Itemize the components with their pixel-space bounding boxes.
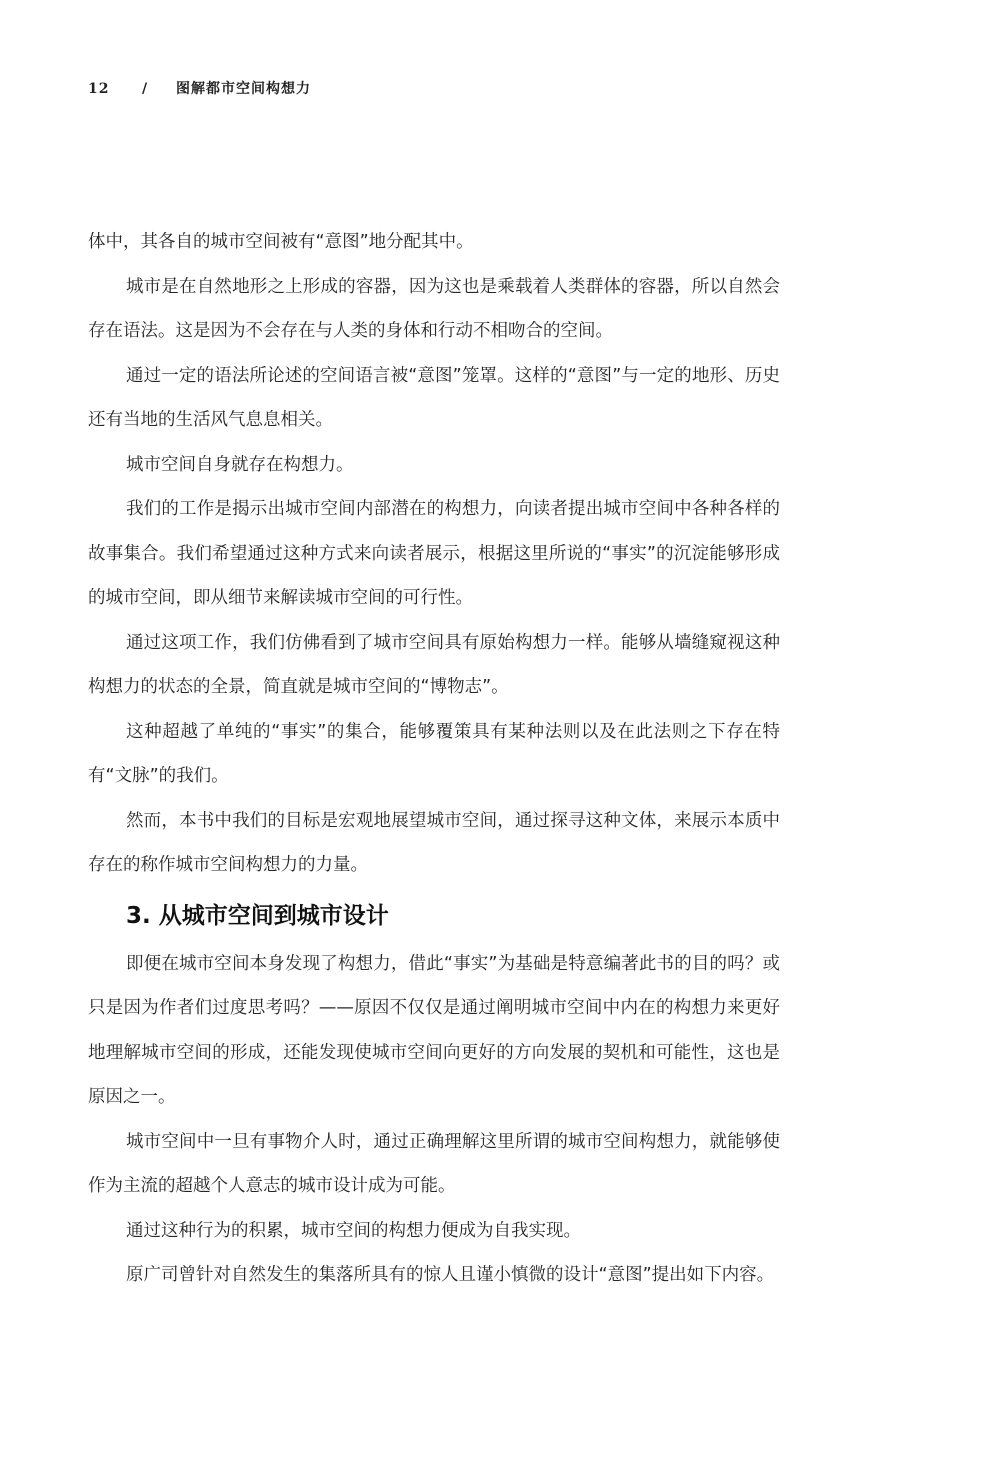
paragraph: 即便在城市空间本身发现了构想力，借此“事实”为基础是特意编著此书的目的吗？或只是因为作者们过度思考吗？——原因不仅仅是通过阐明城市空间中内在的构想力来更好地理解城市空间的形成，还能发现使城市空间向更好的方向发展的契机和可能性，这也是原因之一。 (88, 953, 780, 1107)
section-heading: 3. 从城市空间到城市设计 (126, 902, 389, 929)
paragraph: 这种超越了单纯的“事实”的集合，能够覆策具有某种法则以及在此法则之下存在特有“文脉”的我们。 (88, 721, 780, 786)
body-text (88, 220, 780, 1298)
page-number: 12 (88, 81, 110, 97)
paragraph: 城市空间自身就存在构想力。 (126, 454, 354, 475)
running-header (88, 78, 311, 98)
header-separator: / (142, 81, 149, 97)
book-title: 图解都市空间构想力 (176, 81, 311, 97)
paragraph: 然而，本书中我们的目标是宏观地展望城市空间，通过探寻这种文体，来展示本质中存在的称作城市空间构想力的力量。 (88, 810, 780, 875)
paragraph: 通过这种行为的积累，城市空间的构想力便成为自我实现。 (126, 1220, 581, 1241)
paragraph: 城市是在自然地形之上形成的容器，因为这也是乘载着人类群体的容器，所以自然会存在语法。这是因为不会存在与人类的身体和行动不相吻合的空间。 (88, 276, 780, 341)
paragraph: 我们的工作是揭示出城市空间内部潜在的构想力，向读者提出城市空间中各种各样的故事集合。我们希望通过这种方式来向读者展示，根据这里所说的“事实”的沉淀能够形成的城市空间，即从细节来解读城市空间的可行性。 (88, 499, 780, 608)
paragraph: 通过这项工作，我们仿佛看到了城市空间具有原始构想力一样。能够从墙缝窥视这种构想力的状态的全景，简直就是城市空间的“博物志”。 (88, 632, 780, 697)
paragraph: 通过一定的语法所论述的空间语言被“意图”笼罩。这样的“意图”与一定的地形、历史还有当地的生活风气息息相关。 (88, 365, 780, 430)
paragraph-continued: 体中，其各自的城市空间被有“意图”地分配其中。 (88, 232, 474, 252)
paragraph: 原广司曾针对自然发生的集落所具有的惊人且谨小慎微的设计“意图”提出如下内容。 (126, 1265, 775, 1285)
paragraph: 城市空间中一旦有事物介人时，通过正确理解这里所谓的城市空间构想力，就能够使作为主流的超越个人意志的城市设计成为可能。 (88, 1131, 780, 1196)
